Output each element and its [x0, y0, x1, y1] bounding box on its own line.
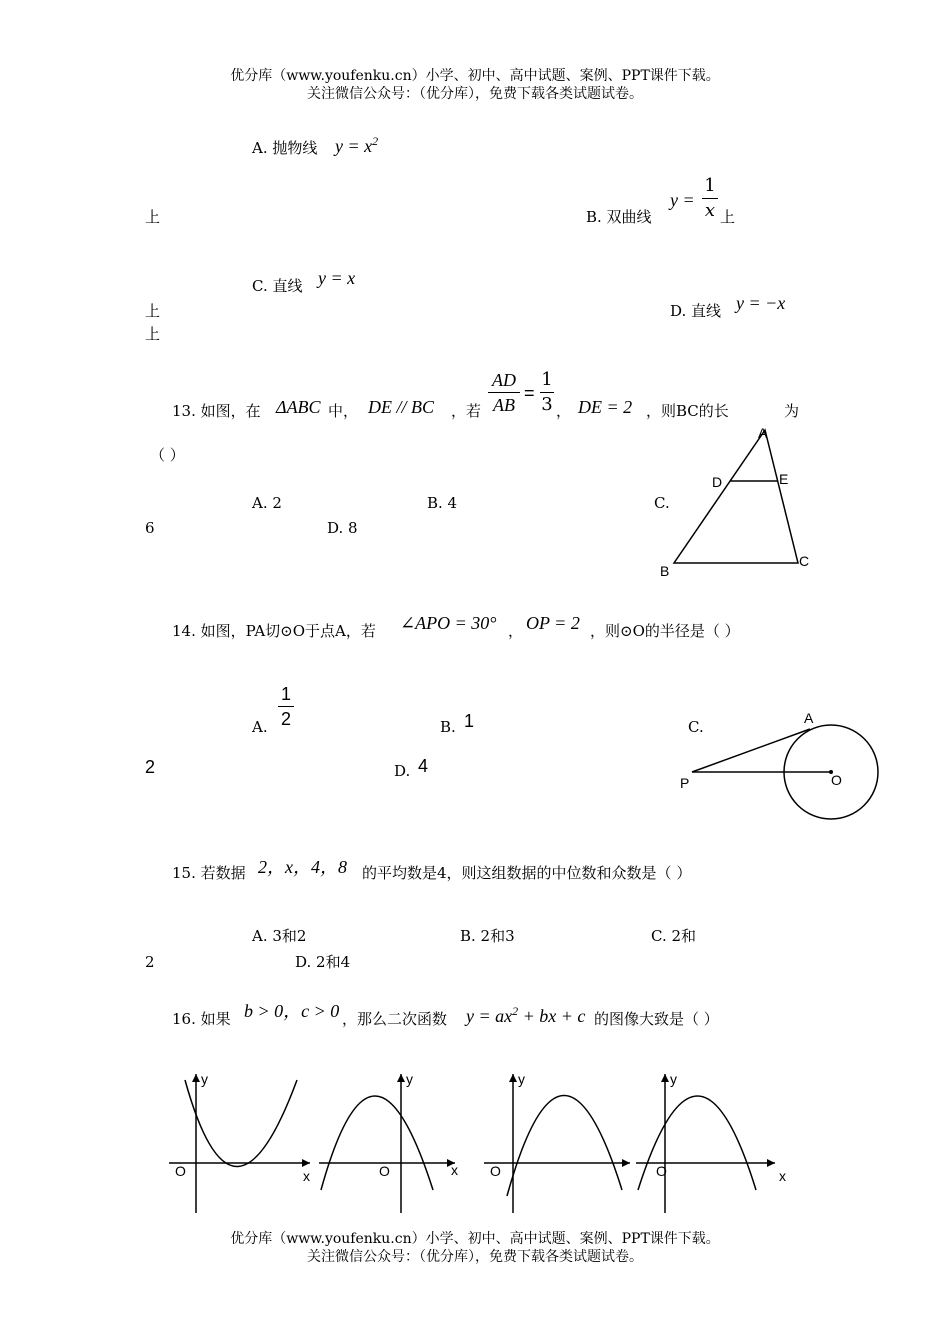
q12-shang-3: 上	[145, 325, 161, 343]
q16-function: $y = ax^2$ + bx + c	[466, 1004, 586, 1026]
q14-option-d: D.	[394, 762, 411, 780]
q14-circle-figure	[670, 705, 890, 825]
q14-option-b-value: 1	[464, 711, 475, 731]
q16-graph-d-origin: O	[656, 1163, 667, 1179]
q13-stem-mid: 中，	[328, 402, 359, 420]
q13-stem-start: 13. 如图，在	[172, 402, 261, 420]
q16-graph-a-origin: O	[175, 1163, 186, 1179]
q13-ratio-value: 1 3	[541, 369, 553, 415]
q13-wei: 为	[784, 402, 800, 420]
q13-ratio-fraction: AD AB	[488, 370, 520, 415]
q14-stem-start: 14. 如图，PA切⊙O于点A，若	[172, 622, 376, 640]
q16-graph-d	[632, 1068, 792, 1218]
q14-angle: ∠APO = 30°	[400, 613, 497, 633]
q13-stem-end: ，则BC的长	[646, 402, 729, 420]
q13-de-length: DE = 2	[578, 397, 633, 417]
q14-comma: ，	[508, 622, 524, 640]
q16-graph-a-x-label: x	[303, 1168, 310, 1184]
q16-graph-c-origin: O	[490, 1163, 501, 1179]
q16-stem-end: 的图像大致是（ ）	[594, 1010, 719, 1028]
q12-option-b-fraction: 1 x	[702, 176, 718, 221]
q15-option-b: B. 2和3	[460, 927, 515, 945]
q12-shang-1: 上	[145, 208, 161, 226]
q12-option-b-label: B. 双曲线	[586, 208, 652, 226]
q15-data-set: 2，x，4，8	[258, 857, 347, 877]
q16-stem-start: 16. 如果	[172, 1010, 231, 1028]
q16-stem-mid: ，那么二次函数	[342, 1010, 448, 1028]
q13-option-d: D. 8	[327, 519, 358, 537]
q14-option-b: B.	[440, 718, 456, 736]
q15-option-a: A. 3和2	[252, 927, 307, 945]
q12-shang-2: 上	[145, 302, 161, 320]
q14-op: OP = 2	[526, 613, 580, 633]
q12-option-a-label: A. 抛物线	[252, 139, 318, 157]
q13-triangle: ΔABC	[276, 397, 321, 417]
q16-condition: b > 0，c > 0	[244, 1001, 340, 1021]
q16-graph-c-y-label: y	[518, 1071, 525, 1087]
q16-graph-a-y-label: y	[201, 1071, 208, 1087]
q13-if: ，若	[451, 402, 482, 420]
q16-graph-d-y-label: y	[670, 1071, 677, 1087]
q16-graph-b-y-label: y	[406, 1071, 413, 1087]
page-header-line2: 关注微信公众号：（优分库），免费下载各类试题试卷。	[307, 86, 643, 102]
q14-label-o: O	[831, 772, 842, 788]
q15-option-d: D. 2和4	[295, 953, 351, 971]
q16-graph-c	[480, 1068, 635, 1218]
q12-option-b-lhs: y =	[670, 190, 695, 210]
q15-option-c: C. 2和	[651, 927, 697, 945]
q13-label-c: C	[799, 553, 810, 569]
q16-graph-a	[165, 1068, 315, 1218]
q12-option-b-tail: 上	[720, 208, 736, 226]
q12-option-a-expr: $y = x^2$	[335, 134, 379, 156]
q12-option-d-expr: y = −x	[736, 293, 786, 313]
q14-option-a: A.	[252, 718, 268, 736]
q13-ratio-eq: =	[524, 383, 535, 403]
q13-option-a: A. 2	[252, 494, 282, 512]
q13-triangle-figure	[650, 420, 820, 580]
page-header-line1: 优分库（www.youfenku.cn）小学、初中、高中试题、案例、PPT课件下载。	[230, 68, 720, 84]
q14-label-p: P	[680, 775, 690, 791]
q14-option-a-fraction: 1 2	[278, 684, 294, 729]
q15-option-c-value: 2	[145, 953, 155, 971]
q13-label-e: E	[779, 471, 789, 487]
q16-graph-b	[315, 1068, 465, 1218]
q15-stem-start: 15. 若数据	[172, 864, 246, 882]
q13-option-c-value: 6	[145, 519, 155, 537]
q13-option-b: B. 4	[427, 494, 458, 512]
q14-option-c: C.	[688, 718, 704, 736]
q14-option-c-value: 2	[145, 757, 156, 777]
q13-parallel: DE // BC	[368, 397, 434, 417]
q12-option-c-label: C. 直线	[252, 277, 303, 295]
q15-stem-end: 的平均数是4，则这组数据的中位数和众数是（ ）	[362, 864, 692, 882]
q16-graph-b-x-label: x	[451, 1162, 458, 1178]
q13-label-d: D	[712, 474, 723, 490]
q14-label-a: A	[804, 710, 814, 726]
q14-option-d-value: 4	[418, 756, 429, 776]
q13-label-a: A	[758, 425, 768, 441]
q13-label-b: B	[660, 563, 670, 579]
page-footer-line2: 关注微信公众号：（优分库），免费下载各类试题试卷。	[307, 1249, 643, 1265]
q13-option-c: C.	[654, 494, 670, 512]
q13-answer-paren: （ ）	[150, 446, 185, 464]
q16-graph-d-x-label: x	[779, 1168, 786, 1184]
page-footer-line1: 优分库（www.youfenku.cn）小学、初中、高中试题、案例、PPT课件下载。	[230, 1231, 720, 1247]
q14-stem-end: ，则⊙O的半径是（ ）	[590, 622, 740, 640]
q13-comma: ，	[556, 402, 572, 420]
q12-option-c-expr: y = x	[318, 268, 356, 288]
q12-option-d-label: D. 直线	[670, 302, 722, 320]
q16-graph-b-origin: O	[379, 1163, 390, 1179]
